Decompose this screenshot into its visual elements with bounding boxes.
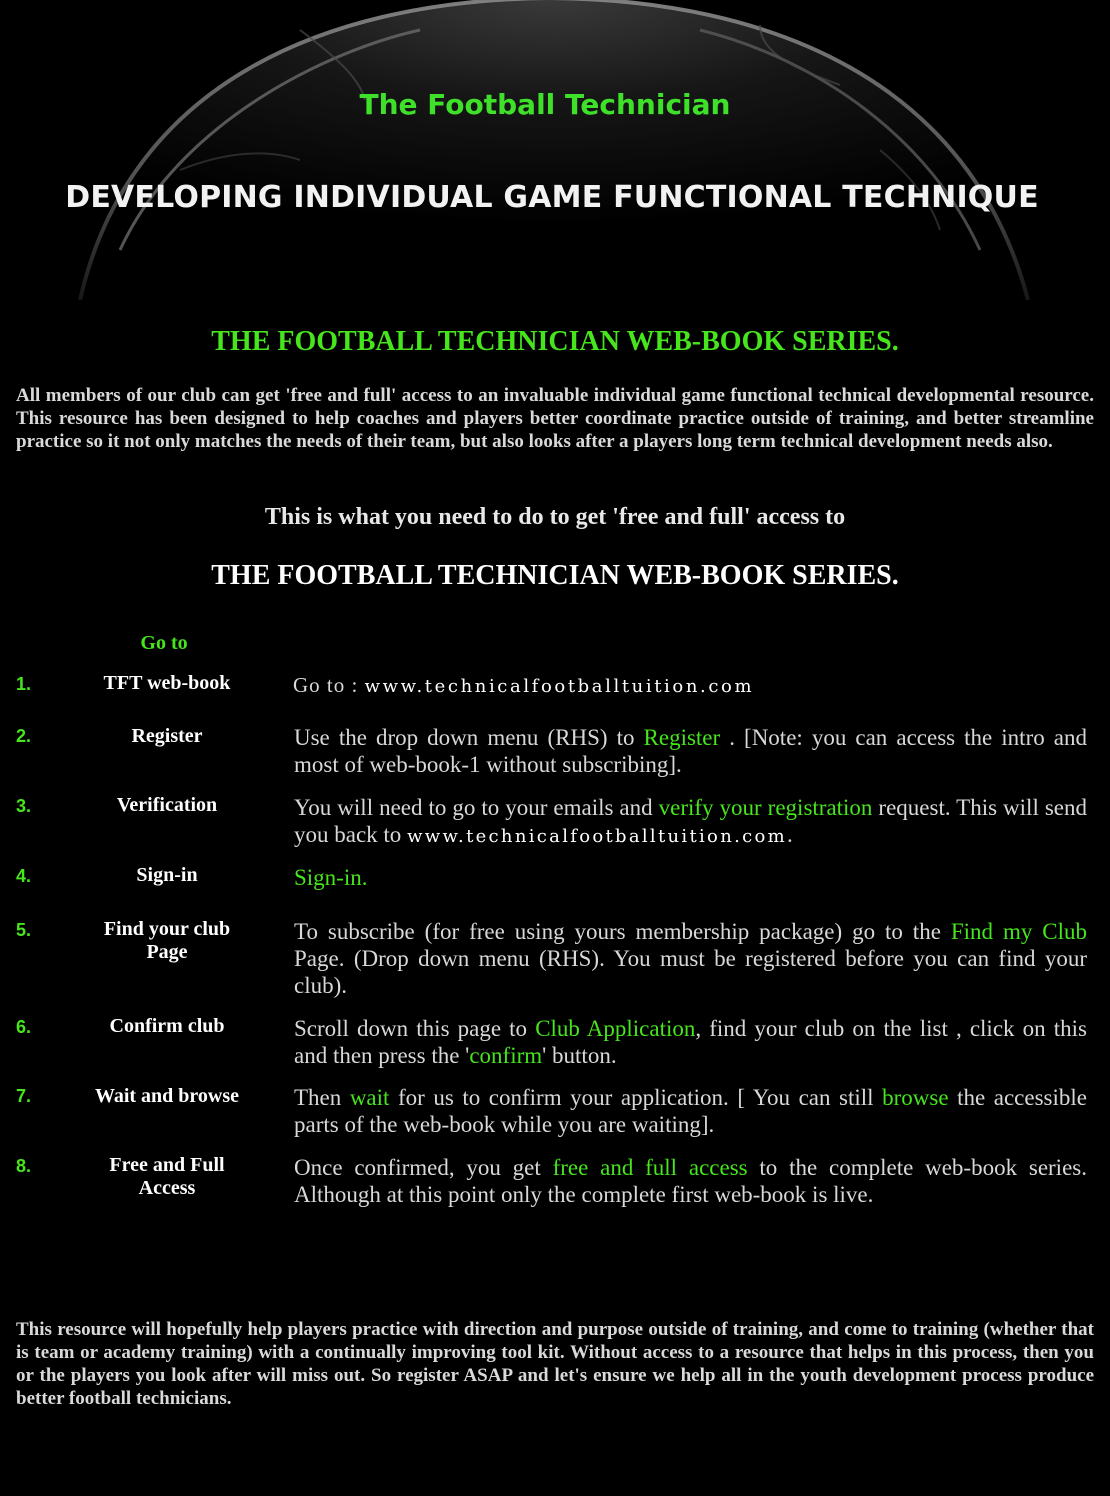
call-to-action-line: This is what you need to do to get 'free and full' access to (264, 504, 846, 530)
website-link[interactable]: www.technicalfootballtuition.com (407, 826, 787, 847)
step-text: , find your club on the list , click on this and then press the ' (294, 1016, 1087, 1068)
step-label: Free and Full Access (109, 1154, 225, 1199)
step-number: 8. (16, 1156, 32, 1176)
verify-registration-link[interactable]: verify your registration (658, 795, 873, 820)
sign-in-link[interactable]: Sign-in (294, 865, 362, 890)
step-text: Use the drop down menu (RHS) to (294, 725, 644, 750)
step-number: 5. (16, 920, 32, 940)
step-text: to the complete web-book series. Although at this point only the complete first web-book is live. (294, 1155, 1087, 1207)
find-my-club-link[interactable]: Find my Club (950, 919, 1087, 944)
step-label: Verification (116, 794, 218, 816)
intro-paragraph: All members of our club can get 'free and full' access to an invaluable individual game functional technical developmental resource. This resource has been designed to help coaches and players better coordinate practice outside of training, and better streamline practice so it not only matches the needs of their team, but also looks after a players long term technical development needs also. (16, 385, 1094, 452)
step-label: TFT web-book (103, 672, 231, 694)
step-text: Go to : (293, 673, 365, 697)
step-number: 2. (16, 726, 32, 746)
step-description (294, 724, 1087, 778)
step-text: Scroll down this page to (294, 1016, 536, 1041)
free-and-full-access-link[interactable]: free and full access (552, 1155, 748, 1180)
confirm-link[interactable]: confirm (469, 1043, 543, 1068)
football-arc-graphic (0, 0, 1110, 300)
step-description (293, 672, 1086, 700)
step-text: Page. (Drop down menu (RHS). You must be registered before you can find your club). (294, 946, 1087, 998)
step-text: Once confirmed, you get (294, 1155, 553, 1180)
step-text: You will need to go to your emails and (294, 795, 659, 820)
step-text: . (361, 865, 368, 890)
step-text: for us to confirm your application. [ You can still (389, 1085, 883, 1110)
step-number: 1. (16, 674, 32, 694)
page-header (0, 0, 1110, 300)
wait-link[interactable]: wait (349, 1085, 390, 1110)
step-text: request. This will send you back to (294, 795, 1087, 847)
step-number: 6. (16, 1017, 32, 1037)
step-description (294, 918, 1087, 999)
step-description (294, 1154, 1087, 1208)
step-number: 7. (16, 1086, 32, 1106)
step-description (294, 1015, 1087, 1069)
step-label: Find your club Page (103, 918, 231, 963)
step-description (294, 1084, 1087, 1138)
step-number: 3. (16, 796, 32, 816)
step-label: Wait and browse (94, 1085, 240, 1107)
step-description (294, 794, 1087, 850)
step-text: . [Note: you can access the intro and most of web-book-1 without subscribing]. (294, 725, 1087, 777)
step-text: Then (294, 1085, 350, 1110)
series-title: THE FOOTBALL TECHNICIAN WEB-BOOK SERIES. (211, 326, 899, 357)
step-description (294, 864, 1087, 891)
step-label: Register (131, 725, 203, 747)
step-text: . (787, 822, 793, 847)
step-number: 4. (16, 866, 32, 886)
register-link[interactable]: Register (643, 725, 721, 750)
brand-title: The Football Technician (359, 88, 731, 121)
step-text: the accessible parts of the web-book while you are waiting]. (294, 1085, 1087, 1137)
outro-paragraph: This resource will hopefully help players practice with direction and purpose outside of training, and come to training (whether that is team or academy training) with a continually improving tool kit. Without access to a resource that helps in this process, then you or the players you look after will miss out. So register ASAP and let's ensure we help all in the youth development process produce better football technicians. (16, 1319, 1094, 1409)
club-application-link[interactable]: Club Application (535, 1016, 696, 1041)
step-text: ' button. (542, 1043, 617, 1068)
steps-heading: Go to (140, 632, 188, 654)
tagline: DEVELOPING INDIVIDUAL GAME FUNCTIONAL TECHNIQUE (65, 180, 1039, 215)
step-label: Sign-in (136, 864, 198, 886)
step-text: To subscribe (for free using yours membership package) go to the (294, 919, 951, 944)
website-link[interactable]: www.technicalfootballtuition.com (364, 676, 755, 697)
step-label: Confirm club (109, 1015, 225, 1037)
browse-link[interactable]: browse (882, 1085, 949, 1110)
call-to-action-title: THE FOOTBALL TECHNICIAN WEB-BOOK SERIES. (211, 560, 899, 591)
